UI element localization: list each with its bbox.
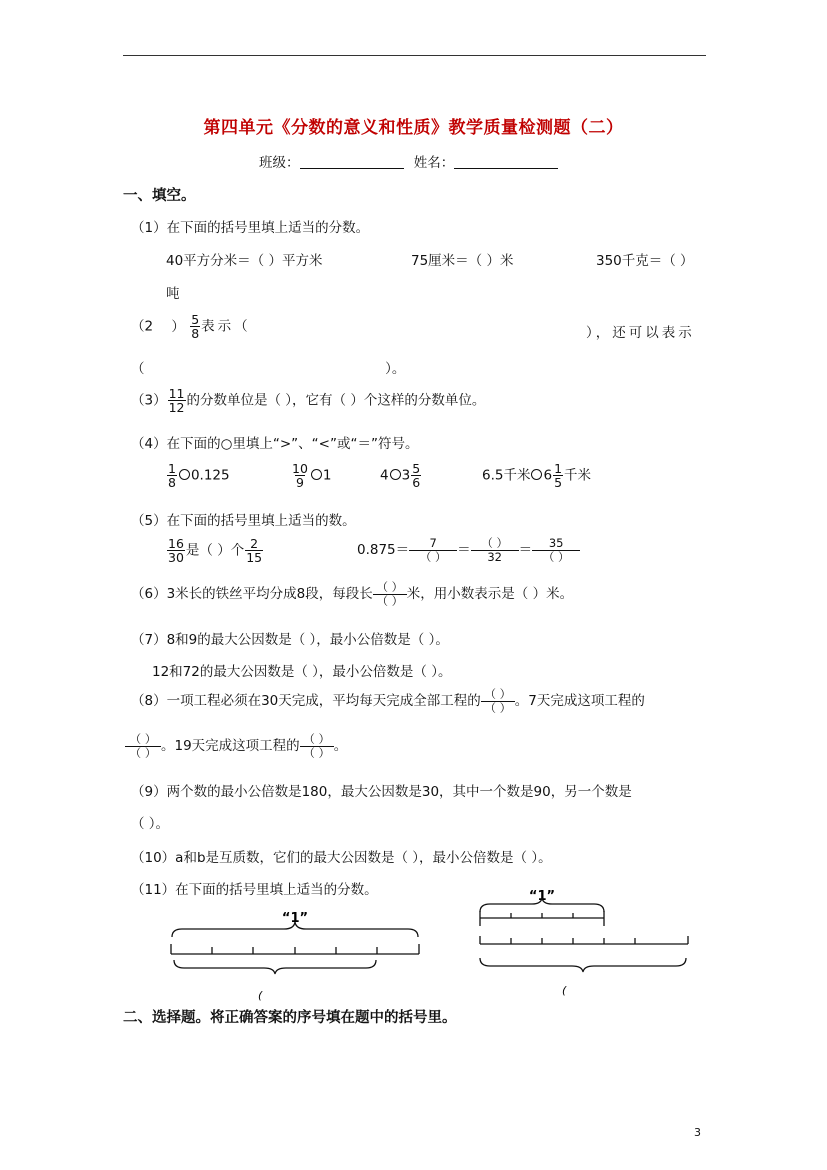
q1-item-c: 350千克＝（ ）: [596, 253, 694, 269]
q9-line1: （9）两个数的最小公倍数是180，最大公因数是30，其中一个数是90，另一个数是: [131, 784, 632, 800]
q4-prompt: （4）在下面的○里填上“>”、“<”或“＝”符号。: [131, 436, 419, 452]
q2-line2-open: （: [131, 361, 145, 377]
top-brace: [172, 922, 418, 937]
q2-line1: [131, 313, 251, 340]
q5-item2: 0.875＝ 7 （ ） ＝ （ ） 32 ＝ 35 （ ）: [357, 537, 580, 563]
q11-right-diagram: [470, 882, 700, 1000]
q5-item1: $\frac{16}{30}$ 是（ ）个 $\frac{2}{15}$: [168, 536, 263, 566]
bottom-brace: [174, 960, 376, 974]
q2-line2-close: ）。: [385, 361, 406, 377]
q4-item2: $\frac{10}{9}$ 1: [292, 461, 332, 491]
q2-text2: ），还可以表示: [586, 325, 695, 341]
q2-text1: 表示（: [201, 318, 251, 335]
q10-line: （10）a和b是互质数，它们的最大公因数是（ ），最小公倍数是（ ）。: [131, 850, 552, 866]
q3-label: （3）: [131, 392, 167, 409]
q8-line1: （8）一项工程必须在30天完成，平均每天完成全部工程的 （ ） （ ） 。7天完成这项工程的: [131, 687, 645, 715]
compare-circle[interactable]: [179, 469, 190, 480]
q2-label-open: （2: [131, 318, 154, 335]
header-rule: [123, 55, 706, 56]
q3-line: [131, 387, 485, 414]
q4-item4: 6.5千米 6 $\frac{1}{5}$ 千米: [482, 461, 592, 491]
unit-one-label: “1”: [281, 911, 309, 926]
q2-fraction: $\frac{5}{8}$: [191, 312, 200, 342]
q9-line2: （ ）。: [131, 816, 170, 832]
q11-left-diagram: [160, 900, 430, 1010]
compare-circle[interactable]: [390, 469, 401, 480]
q2-label-close: ）: [171, 318, 185, 335]
q5-prompt: （5）在下面的括号里填上适当的数。: [131, 513, 356, 529]
q7-line1: （7）8和9的最大公因数是（ ），最小公倍数是（ ）。: [131, 632, 449, 648]
answer-paren: (: [562, 984, 567, 997]
name-field[interactable]: [454, 154, 558, 169]
compare-circle[interactable]: [311, 469, 322, 480]
compare-circle[interactable]: [531, 469, 542, 480]
q11-prompt: （11）在下面的括号里填上适当的分数。: [131, 882, 378, 898]
section1-heading: 一、填空。: [123, 188, 196, 204]
q1-item-c-unit: 吨: [166, 286, 180, 302]
section2-heading: 二、选择题。将正确答案的序号填在题中的括号里。: [123, 1010, 457, 1026]
class-label: 班级：: [259, 155, 300, 171]
q4-item1: $\frac{1}{8}$ 0.125: [168, 461, 230, 491]
q7-line2: 12和72的最大公因数是（ ），最小公倍数是（ ）。: [152, 664, 452, 680]
q8-line2: （ ） （ ） 。19天完成这项工程的 （ ） （ ） 。: [125, 733, 347, 759]
q4-item3: 4 3 $\frac{5}{6}$: [380, 461, 421, 491]
q3-text: 的分数单位是（ ），它有（ ）个这样的分数单位。: [186, 392, 486, 409]
class-field[interactable]: [300, 154, 404, 169]
q3-fraction: $\frac{11}{12}$: [168, 386, 185, 416]
q6-line: （6）3米长的铁丝平均分成8段，每段长 （ ） （ ） 米，用小数表示是（ ）米。: [131, 580, 574, 608]
student-info-line: [259, 151, 558, 171]
q1-prompt: （1）在下面的括号里填上适当的分数。: [131, 220, 370, 236]
unit-one-label: “1”: [528, 889, 556, 904]
name-label: 姓名：: [413, 155, 455, 171]
page-number: 3: [694, 1126, 701, 1139]
top-brace: [480, 898, 604, 912]
answer-paren: (: [258, 989, 263, 1002]
q2-line2: [131, 357, 405, 377]
q1-item-a: 40平方分米＝（ ）平方米: [166, 253, 323, 269]
q1-item-b: 75厘米＝（ ）米: [411, 253, 514, 269]
bottom-brace: [480, 958, 686, 972]
page-title: 第四单元《分数的意义和性质》教学质量检测题（二）: [203, 118, 624, 138]
